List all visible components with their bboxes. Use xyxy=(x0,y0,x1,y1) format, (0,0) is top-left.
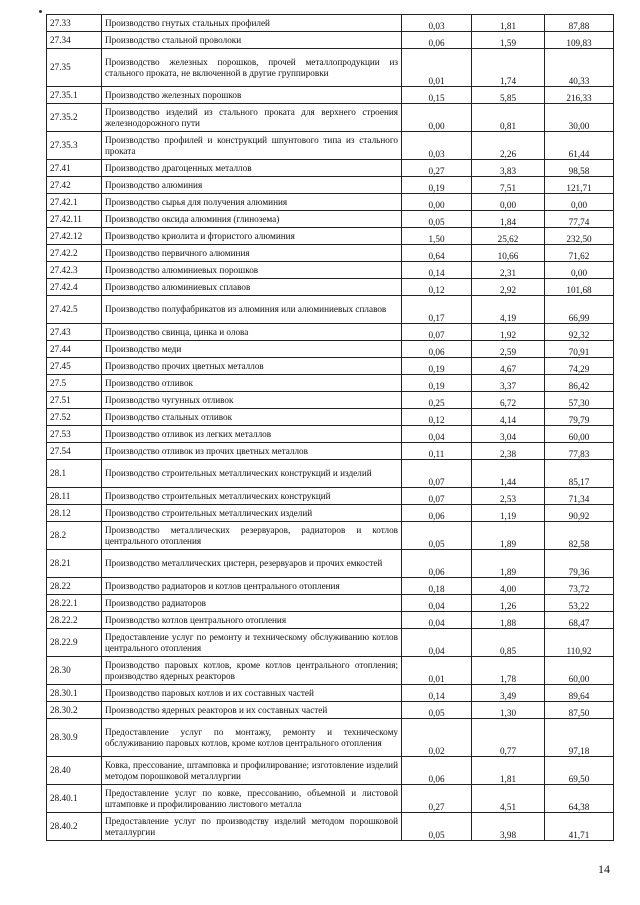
row-description: Производство радиаторов xyxy=(102,595,402,612)
row-value-2: 0,77 xyxy=(472,719,545,757)
row-value-1: 0,11 xyxy=(402,443,472,460)
row-description: Производство полуфабрикатов из алюминия или алюминиевых сплавов xyxy=(102,296,402,324)
row-value-2: 1,81 xyxy=(472,757,545,785)
row-value-3: 70,91 xyxy=(545,341,614,358)
table-row xyxy=(47,409,614,426)
row-value-1: 0,07 xyxy=(402,460,472,488)
row-code: 27.33 xyxy=(47,15,102,32)
row-value-1: 0,27 xyxy=(402,160,472,177)
row-description: Производство строительных металлических изделий xyxy=(102,505,402,522)
row-value-1: 0,04 xyxy=(402,595,472,612)
row-code: 27.54 xyxy=(47,443,102,460)
row-code: 28.30.1 xyxy=(47,685,102,702)
row-code: 27.42.4 xyxy=(47,279,102,296)
row-code: 28.30.9 xyxy=(47,719,102,757)
row-value-2: 1,59 xyxy=(472,32,545,49)
table-row xyxy=(47,341,614,358)
row-value-3: 79,79 xyxy=(545,409,614,426)
row-description: Производство свинца, цинка и олова xyxy=(102,324,402,341)
row-description: Производство ядерных реакторов и их составных частей xyxy=(102,702,402,719)
row-value-2: 2,31 xyxy=(472,262,545,279)
row-description: Производство паровых котлов и их составных частей xyxy=(102,685,402,702)
table-row xyxy=(47,522,614,550)
row-code: 28.22 xyxy=(47,578,102,595)
row-value-2: 1,19 xyxy=(472,505,545,522)
row-code: 27.52 xyxy=(47,409,102,426)
row-description: Производство меди xyxy=(102,341,402,358)
table-row xyxy=(47,15,614,32)
row-value-1: 0,12 xyxy=(402,279,472,296)
row-value-2: 7,51 xyxy=(472,177,545,194)
row-code: 28.1 xyxy=(47,460,102,488)
row-value-1: 0,04 xyxy=(402,612,472,629)
table-row xyxy=(47,177,614,194)
row-value-1: 0,00 xyxy=(402,104,472,132)
row-description: Предоставление услуг по ремонту и техническому обслуживанию котлов центрального отопления xyxy=(102,629,402,657)
row-value-1: 0,04 xyxy=(402,426,472,443)
row-value-3: 66,99 xyxy=(545,296,614,324)
row-value-1: 0,01 xyxy=(402,49,472,87)
row-value-3: 216,33 xyxy=(545,87,614,104)
table-row xyxy=(47,550,614,578)
table-row xyxy=(47,296,614,324)
row-value-1: 0,05 xyxy=(402,702,472,719)
row-description: Производство алюминия xyxy=(102,177,402,194)
row-value-3: 86,42 xyxy=(545,375,614,392)
row-value-1: 0,25 xyxy=(402,392,472,409)
row-code: 28.40.1 xyxy=(47,785,102,813)
row-code: 27.42.3 xyxy=(47,262,102,279)
row-description: Производство котлов центрального отопления xyxy=(102,612,402,629)
row-description: Производство профилей и конструкций шпунтового типа из стального проката xyxy=(102,132,402,160)
row-description: Производство паровых котлов, кроме котлов центрального отопления; производство ядерных реакторов xyxy=(102,657,402,685)
row-description: Производство первичного алюминия xyxy=(102,245,402,262)
row-code: 27.35.3 xyxy=(47,132,102,160)
row-value-1: 0,07 xyxy=(402,324,472,341)
table-row xyxy=(47,505,614,522)
row-value-1: 0,06 xyxy=(402,550,472,578)
row-description: Производство прочих цветных металлов xyxy=(102,358,402,375)
row-value-3: 98,58 xyxy=(545,160,614,177)
row-description: Производство железных порошков xyxy=(102,87,402,104)
row-code: 27.5 xyxy=(47,375,102,392)
row-code: 27.35.2 xyxy=(47,104,102,132)
row-value-2: 1,74 xyxy=(472,49,545,87)
row-value-2: 2,92 xyxy=(472,279,545,296)
row-code: 28.22.9 xyxy=(47,629,102,657)
row-value-1: 0,17 xyxy=(402,296,472,324)
table-row xyxy=(47,443,614,460)
row-value-1: 1,50 xyxy=(402,228,472,245)
row-description: Производство строительных металлических конструкций xyxy=(102,488,402,505)
row-value-2: 3,98 xyxy=(472,813,545,841)
row-value-3: 64,38 xyxy=(545,785,614,813)
table-row xyxy=(47,578,614,595)
table-row xyxy=(47,392,614,409)
row-code: 28.40.2 xyxy=(47,813,102,841)
industry-indicators-table xyxy=(46,14,614,841)
row-code: 28.30 xyxy=(47,657,102,685)
row-value-3: 53,22 xyxy=(545,595,614,612)
row-value-3: 71,62 xyxy=(545,245,614,262)
row-value-2: 4,14 xyxy=(472,409,545,426)
row-value-3: 110,92 xyxy=(545,629,614,657)
row-description: Производство изделий из стального проката для верхнего строения железнодорожного пути xyxy=(102,104,402,132)
row-value-1: 0,27 xyxy=(402,785,472,813)
row-description: Производство алюминиевых сплавов xyxy=(102,279,402,296)
row-value-3: 89,64 xyxy=(545,685,614,702)
row-value-2: 0,85 xyxy=(472,629,545,657)
row-value-3: 77,74 xyxy=(545,211,614,228)
row-value-2: 2,38 xyxy=(472,443,545,460)
page-number: 14 xyxy=(598,862,610,876)
row-description: Производство сырья для получения алюминия xyxy=(102,194,402,211)
row-code: 27.45 xyxy=(47,358,102,375)
row-value-3: 109,83 xyxy=(545,32,614,49)
row-description: Предоставление услуг по производству изделий методом порошковой металлургии xyxy=(102,813,402,841)
table-row xyxy=(47,785,614,813)
row-value-2: 3,04 xyxy=(472,426,545,443)
row-value-2: 2,59 xyxy=(472,341,545,358)
row-value-3: 82,58 xyxy=(545,522,614,550)
row-description: Предоставление услуг по монтажу, ремонту и техническому обслуживанию паровых котлов, кроме котлов центрального отопления xyxy=(102,719,402,757)
row-value-3: 97,18 xyxy=(545,719,614,757)
row-value-2: 6,72 xyxy=(472,392,545,409)
table-row xyxy=(47,702,614,719)
table-row xyxy=(47,657,614,685)
row-description: Ковка, прессование, штамповка и профилирование; изготовление изделий методом порошковой металлургии xyxy=(102,757,402,785)
row-description: Производство отливок xyxy=(102,375,402,392)
row-value-3: 121,71 xyxy=(545,177,614,194)
row-value-1: 0,03 xyxy=(402,15,472,32)
table-body xyxy=(47,15,614,841)
row-value-3: 0,00 xyxy=(545,194,614,211)
row-value-3: 87,50 xyxy=(545,702,614,719)
row-value-2: 25,62 xyxy=(472,228,545,245)
row-value-2: 1,81 xyxy=(472,15,545,32)
row-code: 27.42.11 xyxy=(47,211,102,228)
row-value-1: 0,14 xyxy=(402,262,472,279)
row-value-2: 1,44 xyxy=(472,460,545,488)
row-code: 27.42.2 xyxy=(47,245,102,262)
row-code: 27.35.1 xyxy=(47,87,102,104)
row-value-2: 5,85 xyxy=(472,87,545,104)
row-value-1: 0,05 xyxy=(402,211,472,228)
table-row xyxy=(47,719,614,757)
row-code: 27.41 xyxy=(47,160,102,177)
row-value-2: 4,51 xyxy=(472,785,545,813)
row-value-1: 0,14 xyxy=(402,685,472,702)
table-row xyxy=(47,228,614,245)
row-value-3: 60,00 xyxy=(545,657,614,685)
row-value-3: 85,17 xyxy=(545,460,614,488)
row-code: 27.43 xyxy=(47,324,102,341)
row-value-3: 87,88 xyxy=(545,15,614,32)
row-code: 28.40 xyxy=(47,757,102,785)
scan-dot-mark xyxy=(39,10,42,13)
row-code: 28.11 xyxy=(47,488,102,505)
row-code: 27.42.12 xyxy=(47,228,102,245)
row-description: Предоставление услуг по ковке, прессованию, объемной и листовой штамповке и профилированию листового металла xyxy=(102,785,402,813)
row-value-2: 2,53 xyxy=(472,488,545,505)
row-value-2: 3,37 xyxy=(472,375,545,392)
row-value-3: 77,83 xyxy=(545,443,614,460)
row-value-3: 101,68 xyxy=(545,279,614,296)
row-code: 27.53 xyxy=(47,426,102,443)
table-row xyxy=(47,426,614,443)
row-code: 28.12 xyxy=(47,505,102,522)
row-code: 28.2 xyxy=(47,522,102,550)
row-value-2: 2,26 xyxy=(472,132,545,160)
row-value-3: 60,00 xyxy=(545,426,614,443)
row-description: Производство отливок из легких металлов xyxy=(102,426,402,443)
table-row xyxy=(47,262,614,279)
row-description: Производство металлических резервуаров, радиаторов и котлов центрального отопления xyxy=(102,522,402,550)
row-value-1: 0,04 xyxy=(402,629,472,657)
row-code: 27.34 xyxy=(47,32,102,49)
table-row xyxy=(47,194,614,211)
row-code: 27.42 xyxy=(47,177,102,194)
row-value-1: 0,01 xyxy=(402,657,472,685)
table-row xyxy=(47,211,614,228)
row-value-3: 232,50 xyxy=(545,228,614,245)
row-value-1: 0,05 xyxy=(402,522,472,550)
row-description: Производство радиаторов и котлов центрального отопления xyxy=(102,578,402,595)
row-value-3: 90,92 xyxy=(545,505,614,522)
row-description: Производство гнутых стальных профилей xyxy=(102,15,402,32)
row-value-1: 0,06 xyxy=(402,757,472,785)
row-value-1: 0,07 xyxy=(402,488,472,505)
table-row xyxy=(47,358,614,375)
row-value-1: 0,03 xyxy=(402,132,472,160)
row-value-1: 0,06 xyxy=(402,505,472,522)
row-code: 27.35 xyxy=(47,49,102,87)
table-row xyxy=(47,132,614,160)
row-description: Производство алюминиевых порошков xyxy=(102,262,402,279)
row-value-1: 0,05 xyxy=(402,813,472,841)
row-code: 28.30.2 xyxy=(47,702,102,719)
row-value-1: 0,12 xyxy=(402,409,472,426)
row-code: 27.42.5 xyxy=(47,296,102,324)
table-row xyxy=(47,460,614,488)
row-value-2: 1,84 xyxy=(472,211,545,228)
row-code: 28.22.2 xyxy=(47,612,102,629)
row-code: 28.22.1 xyxy=(47,595,102,612)
row-value-2: 1,78 xyxy=(472,657,545,685)
row-value-2: 1,89 xyxy=(472,522,545,550)
row-description: Производство отливок из прочих цветных металлов xyxy=(102,443,402,460)
row-value-2: 3,49 xyxy=(472,685,545,702)
row-value-3: 73,72 xyxy=(545,578,614,595)
row-value-2: 4,19 xyxy=(472,296,545,324)
row-code: 28.21 xyxy=(47,550,102,578)
row-value-3: 68,47 xyxy=(545,612,614,629)
table-row xyxy=(47,104,614,132)
table-row xyxy=(47,160,614,177)
row-value-3: 69,50 xyxy=(545,757,614,785)
row-value-1: 0,64 xyxy=(402,245,472,262)
row-code: 27.42.1 xyxy=(47,194,102,211)
row-value-3: 0,00 xyxy=(545,262,614,279)
row-code: 27.44 xyxy=(47,341,102,358)
row-value-3: 41,71 xyxy=(545,813,614,841)
row-description: Производство строительных металлических конструкций и изделий xyxy=(102,460,402,488)
row-value-2: 1,88 xyxy=(472,612,545,629)
row-description: Производство стальных отливок xyxy=(102,409,402,426)
table-row xyxy=(47,595,614,612)
row-value-3: 74,29 xyxy=(545,358,614,375)
table-row xyxy=(47,629,614,657)
row-value-2: 4,00 xyxy=(472,578,545,595)
row-value-1: 0,06 xyxy=(402,32,472,49)
row-value-2: 4,67 xyxy=(472,358,545,375)
row-value-3: 40,33 xyxy=(545,49,614,87)
row-value-1: 0,15 xyxy=(402,87,472,104)
row-code: 27.51 xyxy=(47,392,102,409)
row-value-1: 0,02 xyxy=(402,719,472,757)
row-description: Производство чугунных отливок xyxy=(102,392,402,409)
row-value-3: 57,30 xyxy=(545,392,614,409)
row-value-1: 0,19 xyxy=(402,375,472,392)
row-value-1: 0,06 xyxy=(402,341,472,358)
table-row xyxy=(47,87,614,104)
row-description: Производство криолита и фтористого алюминия xyxy=(102,228,402,245)
row-value-2: 10,66 xyxy=(472,245,545,262)
table-row xyxy=(47,813,614,841)
table-row xyxy=(47,685,614,702)
row-value-2: 0,00 xyxy=(472,194,545,211)
table-row xyxy=(47,324,614,341)
table-row xyxy=(47,757,614,785)
table-row xyxy=(47,612,614,629)
row-value-2: 1,92 xyxy=(472,324,545,341)
row-description: Производство оксида алюминия (глинозема) xyxy=(102,211,402,228)
table-row xyxy=(47,375,614,392)
row-description: Производство драгоценных металлов xyxy=(102,160,402,177)
row-value-3: 71,34 xyxy=(545,488,614,505)
row-value-3: 30,00 xyxy=(545,104,614,132)
row-description: Производство железных порошков, прочей металлопродукции из стального проката, не включенной в другие группировки xyxy=(102,49,402,87)
row-value-2: 1,30 xyxy=(472,702,545,719)
row-value-2: 1,26 xyxy=(472,595,545,612)
row-value-2: 3,83 xyxy=(472,160,545,177)
table-row xyxy=(47,245,614,262)
row-value-1: 0,00 xyxy=(402,194,472,211)
row-value-2: 0,81 xyxy=(472,104,545,132)
row-description: Производство металлических цистерн, резервуаров и прочих емкостей xyxy=(102,550,402,578)
table-row xyxy=(47,279,614,296)
row-value-1: 0,19 xyxy=(402,177,472,194)
table-row xyxy=(47,32,614,49)
row-value-3: 79,36 xyxy=(545,550,614,578)
row-description: Производство стальной проволоки xyxy=(102,32,402,49)
row-value-3: 61,44 xyxy=(545,132,614,160)
row-value-1: 0,18 xyxy=(402,578,472,595)
row-value-1: 0,19 xyxy=(402,358,472,375)
row-value-3: 92,32 xyxy=(545,324,614,341)
table-row xyxy=(47,488,614,505)
table-row xyxy=(47,49,614,87)
row-value-2: 1,89 xyxy=(472,550,545,578)
